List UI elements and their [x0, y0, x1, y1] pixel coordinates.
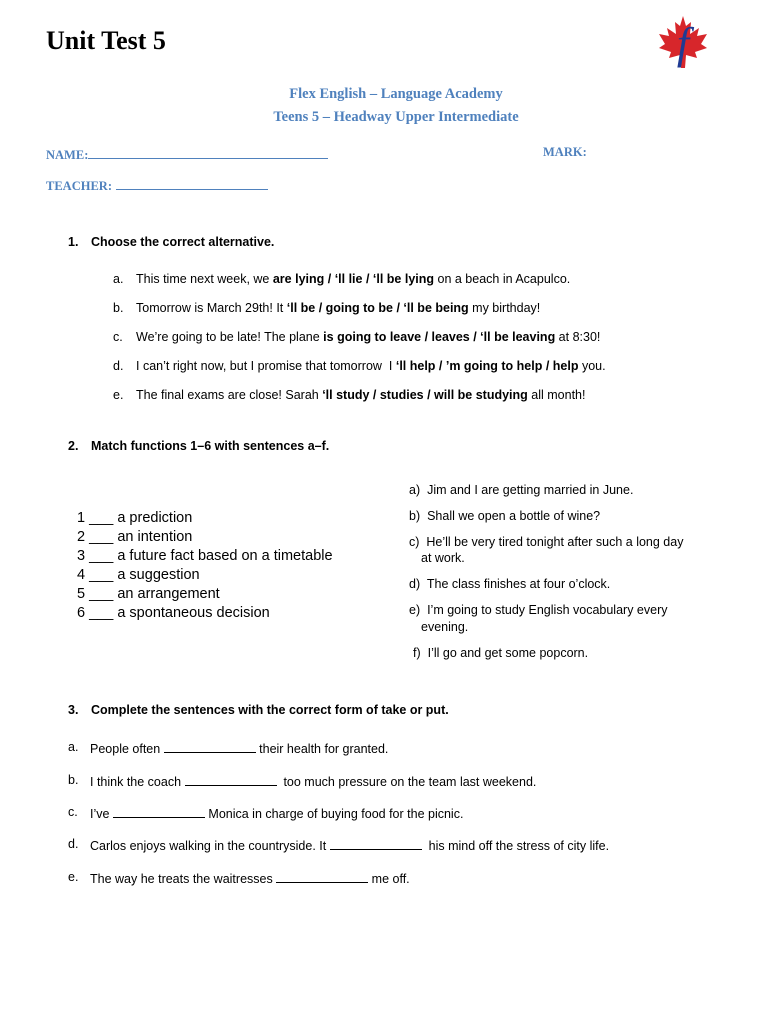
sentence-f: f) I’ll go and get some popcorn.: [413, 646, 589, 660]
q1-item-a: a. This time next week, we are lying / ‘ll lie / ‘ll be lying on a beach in Acapulco.: [113, 272, 571, 286]
page-title: Unit Test 5: [46, 26, 166, 55]
name-field[interactable]: [46, 145, 328, 164]
q1-item-c-options[interactable]: is going to leave / leaves / ‘ll be leaving: [323, 330, 556, 344]
teacher-label: TEACHER:: [46, 179, 112, 193]
q1-item-d: d. I can’t right now, but I promise that tomorrow I ‘ll help / ’m going to help / help you.: [113, 359, 606, 373]
function-item-4: 4 ___ a suggestion: [77, 567, 200, 583]
q3-instruction: Complete the sentences with the correct form of take or put.: [91, 703, 449, 717]
q1-item-e: e. The final exams are close! Sarah ‘ll study / studies / will be studying all month!: [113, 388, 586, 402]
function-blank-3[interactable]: ___: [89, 548, 114, 564]
q1-item-b: b. Tomorrow is March 29th! It ‘ll be / going to be / ‘ll be being my birthday!: [113, 301, 541, 315]
q3-item-d: d. Carlos enjoys walking in the countryside. It his mind off the stress of city life.: [68, 837, 610, 853]
q3-blank-b[interactable]: [185, 773, 277, 786]
q1-item-e-options[interactable]: ‘ll study / studies / will be studying: [322, 388, 528, 402]
function-item-5: 5 ___ an arrangement: [77, 586, 220, 602]
sentence-d: d) The class finishes at four o’clock.: [409, 577, 611, 591]
function-blank-2[interactable]: ___: [89, 529, 114, 545]
sentence-b: b) Shall we open a bottle of wine?: [409, 509, 601, 523]
q2-number: 2.: [68, 439, 79, 453]
q3-item-e: e. The way he treats the waitresses me off.: [68, 870, 410, 886]
function-item-2: 2 ___ an intention: [77, 529, 193, 545]
q1-item-a-options[interactable]: are lying / ‘ll lie / ‘ll be lying: [272, 272, 435, 286]
mark-label: MARK:: [543, 145, 587, 159]
sentence-e-line2: evening.: [421, 620, 469, 634]
function-item-3: 3 ___ a future fact based on a timetable: [77, 548, 333, 564]
q1-instruction: Choose the correct alternative.: [91, 235, 275, 249]
q1-item-c: c. We’re going to be late! The plane is going to leave / leaves / ‘ll be leaving at 8:30!: [113, 330, 601, 344]
logo-letter: f: [676, 19, 690, 68]
q3-blank-e[interactable]: [276, 870, 368, 883]
sentence-e: e) I’m going to study English vocabulary every: [409, 603, 668, 617]
function-blank-6[interactable]: ___: [89, 605, 114, 621]
q1-number: 1.: [68, 235, 79, 249]
sentence-c: c) He’ll be very tired tonight after such a long day: [409, 535, 684, 549]
q2-instruction: Match functions 1–6 with sentences a–f.: [91, 439, 330, 453]
maple-leaf-logo-icon: [655, 12, 711, 78]
sentence-c-line2: at work.: [421, 551, 465, 565]
teacher-line[interactable]: [116, 176, 268, 190]
q3-blank-c[interactable]: [113, 805, 205, 818]
function-item-6: 6 ___ a spontaneous decision: [77, 605, 270, 621]
q3-blank-d[interactable]: [330, 837, 422, 850]
q3-blank-a[interactable]: [164, 740, 256, 753]
q3-number: 3.: [68, 703, 79, 717]
q1-item-d-options[interactable]: ‘ll help / ’m going to help / help: [395, 359, 579, 373]
q3-item-c: c. I’ve Monica in charge of buying food for the picnic.: [68, 805, 464, 821]
q3-item-a: a. People often their health for granted.: [68, 740, 389, 756]
teacher-field[interactable]: [46, 176, 268, 195]
name-line[interactable]: [88, 145, 328, 159]
course-name: Teens 5 – Headway Upper Intermediate: [273, 109, 519, 125]
function-item-1: 1 ___ a prediction: [77, 510, 193, 526]
name-label: NAME:: [46, 148, 89, 162]
q1-item-b-options[interactable]: ‘ll be / going to be / ‘ll be being: [286, 301, 469, 315]
q3-item-b: b. I think the coach too much pressure on the team last weekend.: [68, 773, 537, 789]
function-blank-4[interactable]: ___: [89, 567, 114, 583]
function-blank-5[interactable]: ___: [89, 586, 114, 602]
academy-name: Flex English – Language Academy: [289, 86, 503, 102]
function-blank-1[interactable]: ___: [89, 510, 114, 526]
sentence-a: a) Jim and I are getting married in June.: [409, 483, 634, 497]
